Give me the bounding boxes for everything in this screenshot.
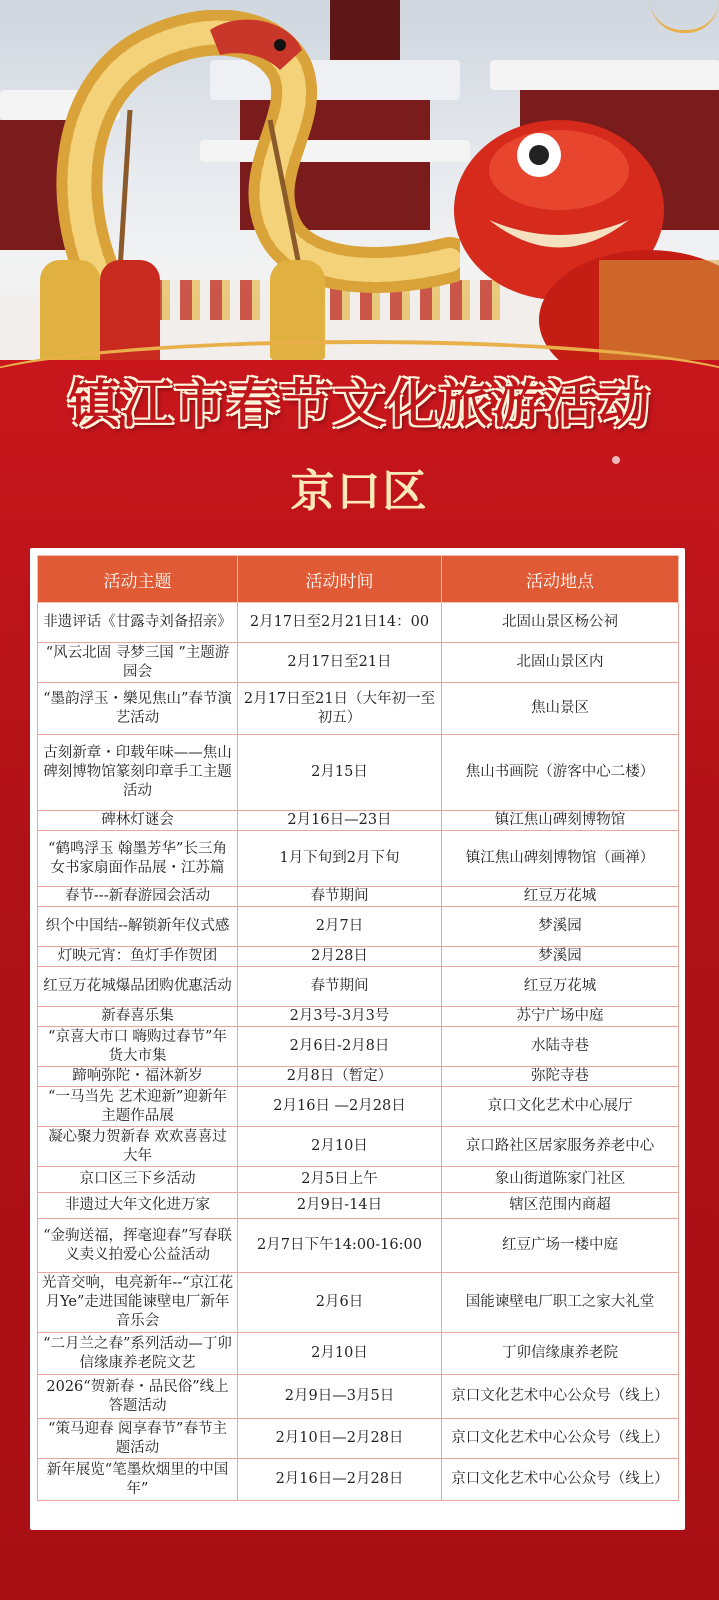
- cell-time: 2月9日-14日: [238, 1193, 442, 1219]
- table-row: [38, 603, 679, 643]
- cell-place: 京口路社区居家服务养老中心: [442, 1127, 679, 1167]
- cell-place: 辖区范围内商超: [442, 1193, 679, 1219]
- sparkle-decoration: [612, 456, 620, 464]
- cell-place: 镇江焦山碑刻博物馆: [442, 811, 679, 831]
- cell-time: 2月17日至21日: [238, 643, 442, 683]
- cell-place: 京口文化艺术中心公众号（线上）: [442, 1419, 679, 1459]
- table-row: [38, 1193, 679, 1219]
- cell-theme: “金驹送福，挥毫迎春”写春联义卖义拍爱心公益活动: [38, 1219, 238, 1273]
- cell-time: 2月17日至21日（大年初一至初五）: [238, 683, 442, 735]
- cell-theme: “策马迎春 阅享春节”春节主题活动: [38, 1419, 238, 1459]
- cell-time: 2月7日: [238, 907, 442, 947]
- cell-theme: 非遗评话《甘露寺刘备招亲》: [38, 603, 238, 643]
- cell-place: 梦溪园: [442, 907, 679, 947]
- cell-time: 2月9日—3月5日: [238, 1375, 442, 1419]
- cell-time: 2月16日—2月28日: [238, 1459, 442, 1501]
- cell-place: 丁卯信缘康养老院: [442, 1333, 679, 1375]
- activity-table: [37, 555, 679, 1501]
- cell-place: 水陆寺巷: [442, 1027, 679, 1067]
- table-row: [38, 1219, 679, 1273]
- cell-theme: “一马当先 艺术迎新”迎新年主题作品展: [38, 1087, 238, 1127]
- cell-theme: 京口区三下乡活动: [38, 1167, 238, 1193]
- cell-theme: 春节---新春游园会活动: [38, 887, 238, 907]
- cell-theme: 2026“贺新春・品民俗”线上答题活动: [38, 1375, 238, 1419]
- table-header-row: [38, 556, 679, 603]
- cell-place: 梦溪园: [442, 947, 679, 967]
- cell-theme: 灯映元宵：鱼灯手作贺团: [38, 947, 238, 967]
- cell-place: 京口文化艺术中心公众号（线上）: [442, 1459, 679, 1501]
- table-row: [38, 1273, 679, 1333]
- cell-place: 弥陀寺巷: [442, 1067, 679, 1087]
- cell-time: 2月3号-3月3号: [238, 1007, 442, 1027]
- table-row: [38, 683, 679, 735]
- cell-time: 2月16日—23日: [238, 811, 442, 831]
- table-row: [38, 811, 679, 831]
- cell-time: 2月6日: [238, 1273, 442, 1333]
- cell-theme: 凝心聚力贺新春 欢欢喜喜过大年: [38, 1127, 238, 1167]
- table-row: [38, 947, 679, 967]
- cell-theme: 新年展览“笔墨炊烟里的中国年”: [38, 1459, 238, 1501]
- district-subtitle: 京口区: [290, 466, 429, 517]
- cell-theme: “墨韵浮玉・樂见焦山”春节演艺活动: [38, 683, 238, 735]
- cell-time: 2月17日至2月21日14：00: [238, 603, 442, 643]
- cell-theme: 古刻新章・印载年味——焦山碑刻博物馆篆刻印章手工主题活动: [38, 735, 238, 811]
- header-time: 活动时间: [238, 556, 442, 603]
- table-row: [38, 1375, 679, 1419]
- table-row: [38, 1127, 679, 1167]
- cell-theme: 红豆万花城爆品团购优惠活动: [38, 967, 238, 1007]
- cell-time: 2月16日 —2月28日: [238, 1087, 442, 1127]
- cell-theme: 新春喜乐集: [38, 1007, 238, 1027]
- cell-place: 红豆万花城: [442, 967, 679, 1007]
- cell-theme: “京喜大市口 嗨购过春节”年货大市集: [38, 1027, 238, 1067]
- table-row: [38, 1459, 679, 1501]
- table-row: [38, 887, 679, 907]
- cell-theme: 蹄响弥陀・福沐新岁: [38, 1067, 238, 1087]
- cell-time: 2月28日: [238, 947, 442, 967]
- cell-theme: “风云北固 寻梦三国 ”主题游园会: [38, 643, 238, 683]
- cell-place: 焦山书画院（游客中心二楼）: [442, 735, 679, 811]
- cell-theme: 非遗过大年文化进万家: [38, 1193, 238, 1219]
- cell-time: 2月7日下午14:00-16:00: [238, 1219, 442, 1273]
- cell-theme: 光音交响，电亮新年--“京江花月Ye”走进国能谏壁电厂新年音乐会: [38, 1273, 238, 1333]
- cell-time: 春节期间: [238, 887, 442, 907]
- cell-theme: “二月兰之春”系列活动—丁卯信缘康养老院文艺: [38, 1333, 238, 1375]
- cell-time: 2月6日-2月8日: [238, 1027, 442, 1067]
- cell-place: 镇江焦山碑刻博物馆（画禅）: [442, 831, 679, 887]
- cell-place: 红豆万花城: [442, 887, 679, 907]
- cell-theme: 织个中国结--解锁新年仪式感: [38, 907, 238, 947]
- table-row: [38, 735, 679, 811]
- cell-place: 红豆广场一楼中庭: [442, 1219, 679, 1273]
- table-row: [38, 967, 679, 1007]
- table-row: [38, 643, 679, 683]
- cell-place: 北固山景区内: [442, 643, 679, 683]
- table-row: [38, 831, 679, 887]
- cell-place: 国能谏壁电厂职工之家大礼堂: [442, 1273, 679, 1333]
- cell-theme: 碑林灯谜会: [38, 811, 238, 831]
- lion-dance-illustration: [449, 100, 719, 380]
- activity-table-card: [30, 548, 685, 1530]
- cell-time: 春节期间: [238, 967, 442, 1007]
- table-row: [38, 1419, 679, 1459]
- cell-time: 1月下旬到2月下旬: [238, 831, 442, 887]
- cell-time: 2月10日—2月28日: [238, 1419, 442, 1459]
- cell-time: 2月8日（暂定）: [238, 1067, 442, 1087]
- table-row: [38, 1027, 679, 1067]
- table-row: [38, 1167, 679, 1193]
- cell-time: 2月15日: [238, 735, 442, 811]
- header-place: 活动地点: [442, 556, 679, 603]
- cell-place: 焦山景区: [442, 683, 679, 735]
- cell-place: 北固山景区杨公祠: [442, 603, 679, 643]
- page-title: 镇江市春节文化旅游活动: [67, 375, 651, 435]
- cell-theme: “鹤鸣浮玉 翰墨芳华”长三角女书家扇面作品展・江苏篇: [38, 831, 238, 887]
- table-row: [38, 1087, 679, 1127]
- cell-place: 京口文化艺术中心公众号（线上）: [442, 1375, 679, 1419]
- dragon-illustration: [40, 10, 460, 310]
- cell-time: 2月5日上午: [238, 1167, 442, 1193]
- table-row: [38, 1067, 679, 1087]
- table-row: [38, 1333, 679, 1375]
- cell-time: 2月10日: [238, 1333, 442, 1375]
- table-row: [38, 1007, 679, 1027]
- table-row: [38, 907, 679, 947]
- header-theme: 活动主题: [38, 556, 238, 603]
- cell-time: 2月10日: [238, 1127, 442, 1167]
- cell-place: 苏宁广场中庭: [442, 1007, 679, 1027]
- cell-place: 象山街道陈家门社区: [442, 1167, 679, 1193]
- cell-place: 京口文化艺术中心展厅: [442, 1087, 679, 1127]
